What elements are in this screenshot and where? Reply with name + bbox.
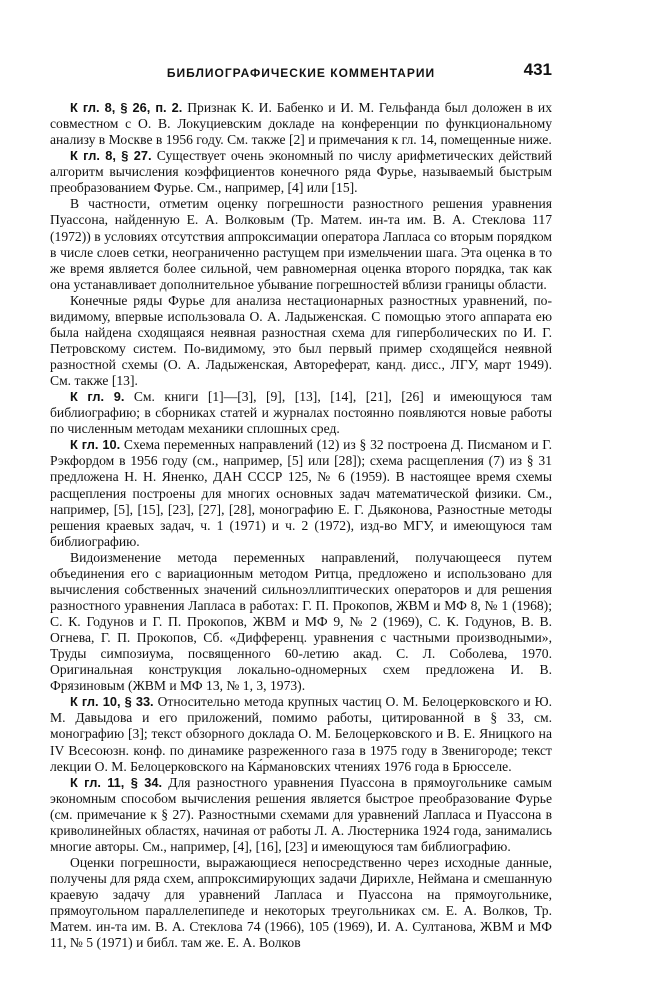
paragraph-reference: К гл. 10. — [70, 437, 121, 453]
paragraph-text: Существует очень экономный по числу арифметических действий алгоритм вычисления коэффициентов конечного ряда Фурье, называемый быстрым преобразованием Фурье. См., например, [4] или [15]. — [50, 148, 552, 196]
paragraph-text: Конечные ряды Фурье для анализа нестационарных разностных уравнений, по-видимому, впервые использовала О. А. Ладыженская. С помощью этого аппарата ею была найдена сходящаяся неявная разностная схема для гиперболических по И. Г. Петровскому систем. По-видимому, это был первый пример сходящейся неявной разностной схемы (О. А. Ладыженская, Автореферат, канд. дисс., ЛГУ, март 1949). См. также [13]. — [50, 292, 552, 389]
paragraph — [50, 148, 552, 196]
paragraph-text: Оценки погрешности, выражающиеся непосредственно через исходные данные, получены для ряда схем, аппроксимирующих задачи Дирихле, Неймана и смешанную краевую задачу для уравнений Лапласа и Пуассона на прямоугольнике, прямоугольном параллелепипеде и некоторых треугольниках см. Е. А. Волков, Тр. Матем. ин-та им. В. А. Стеклова 74 (1966), 105 (1969), И. А. Султанова, ЖВМ и МФ 11, № 5 (1971) и библ. там же. Е. А. Волков — [50, 854, 552, 951]
running-header — [50, 60, 552, 86]
paragraph-text: Для разностного уравнения Пуассона в прямоугольнике самым экономным способом вычисления решения является быстрое преобразование Фурье (см. примечание к § 27). Разностными схемами для уравнений Лапласа и Пуассона в криволинейных областях, начиная от работы Л. А. Люстерника 1924 года, занимались многие авторы. См., например, [4], [16], [23] и имеющуюся там библиографию. — [50, 774, 553, 854]
paragraph-reference: К гл. 8, § 27. — [70, 148, 152, 164]
paragraph-text: Видоизменение метода переменных направлений, получающееся путем объединения его с вариационным методом Ритца, предложено и использовано для вычисления собственных значений сильноэллиптических операторов и для решения разностного уравнения Лапласа в работах: Г. П. Прокопов, ЖВМ и МФ 8, № 1 (1968); С. К. Годунов и Г. П. Прокопов, ЖВМ и МФ 9, № 2 (1969), С. К. Годунов, В. В. Огнева, Г. П. Прокопов, Сб. «Дифференц. уравнения с частными производными», Труды симпозиума, посвященного 60-летию акад. С. Л. Соболева, 1970. Оригинальная конструкция локально-одномерных схем предложена И. В. Фрязиновым (ЖВМ и МФ 13, № 1, 3, 1973). — [50, 549, 552, 694]
paragraph — [50, 437, 552, 549]
paragraph-reference: К гл. 11, § 34. — [70, 774, 162, 790]
paragraph — [50, 550, 552, 695]
paragraph — [50, 694, 552, 774]
paragraph — [50, 389, 552, 437]
page-number: 431 — [523, 60, 552, 79]
paragraph-reference: К гл. 9. — [70, 389, 125, 405]
paragraph-text: Относительно метода крупных частиц О. М. Белоцерковского и Ю. М. Давыдова и его приложений, помимо работы, цитированной в § 33, см. монографию [3]; текст обзорного доклада О. М. Белоцерковского и В. Е. Яницкого на IV Всесоюзн. конф. по динамике разреженного газа в 1975 году в Звенигороде; текст лекции О. М. Белоцерковского на Ка́рмановских чтениях 1976 года в Брюсселе. — [50, 694, 552, 774]
paragraph-text: Признак К. И. Бабенко и И. М. Гельфанда был доложен в их совместном с О. В. Локуциевским докладе на конференции по функциональному анализу в Москве в 1956 году. См. также [2] и примечания к гл. 14, помещенные ниже. — [50, 100, 553, 148]
paragraph-text: В частности, отметим оценку погрешности разностного решения уравнения Пуассона, найденную Е. А. Волковым (Тр. Матем. ин-та им. В. А. Стеклова 117 (1972)) в условиях отсутствия аппроксимации оператора Лапласа со вторым порядком в числе слоев сетки, неограниченно растущем при измельчении шага. Эта оценка в то же время является более сильной, чем равномерная оценка второго порядка, так как она устанавливает дополнительное убывание погрешностей вблизи границы области. — [50, 196, 552, 292]
running-title: БИБЛИОГРАФИЧЕСКИЕ КОММЕНТАРИИ — [166, 66, 436, 80]
text-body — [50, 100, 552, 951]
paragraph — [50, 775, 552, 855]
paragraph-text: См. книги [1]—[3], [9], [13], [14], [21], [26] и имеющуюся там библиографию; в сборниках статей и журналах постоянно появляются новые работы по численным методам механики сплошных сред. — [50, 389, 552, 437]
paragraph — [50, 855, 552, 951]
paragraph — [50, 100, 552, 148]
paragraph-reference: К гл. 10, § 33. — [70, 694, 154, 710]
paragraph-reference: К гл. 8, § 26, п. 2. — [70, 100, 183, 115]
paragraph-text: Схема переменных направлений (12) из § 32 построена Д. Писманом и Г. Рэкфордом в 1956 году (см., например, [5] или [28]); схема расщепления (7) из § 31 предложена Н. Н. Яненко, ДАН СССР 125, № 6 (1959). В настоящее время схемы расщепления построены для многих основных задач математической физики. См., например, [5], [15], [23], [27], [28], монографию Е. Г. Дьяконова, Разностные методы решения краевых задач, ч. 1 (1971) и ч. 2 (1972), изд-во МГУ, и имеющуюся там библиографию. — [50, 437, 552, 549]
paragraph — [50, 196, 552, 292]
paragraph — [50, 293, 552, 389]
